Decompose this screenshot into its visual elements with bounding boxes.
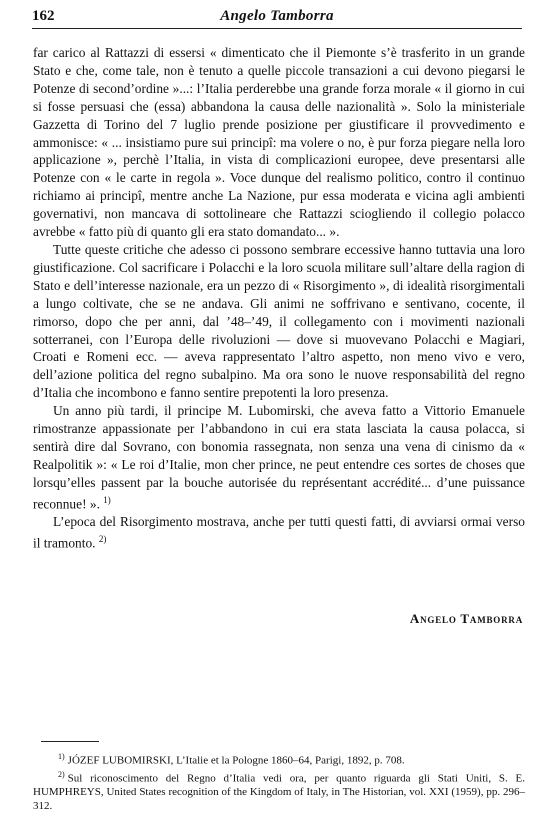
footnote-ref-1: 1)	[103, 494, 111, 505]
paragraph-1: far carico al Rattazzi di essersi « dimenticato che il Piemonte s’è trasferito in un grande Stato e che, come tale, non è tenuto a quelle piccole transazioni a cui devono piegarsi le Potenze di second’ordine »...: l’Italia perderebbe una grande forza morale « il giorno in cui si fosse persuasi che (essa) abbandona la causa delle nazionalità ». Solo la ministeriale Gazzetta di Torino del 7 luglio prende posizione per giustificare il provvedimento e ammonisce: « ... insistiamo pure sui principî: ma volere o no, è pur forza piegare nella loro applicazione », perchè l’Italia, in vista di complicazioni europee, deve presentarsi alle Potenze con « le carte in regola ». Voce dunque del realismo politico, contro il continuo richiamo ai principî, mentre anche La Nazione, pur essa moderata e vicina agli ambienti governativi, non mancava di sottolineare che Rattazzi sciogliendo il collegio polacco avrebbe « fatto più di quanto gli era stato domandato... ».	[33, 45, 525, 240]
footnote-text: JÓZEF LUBOMIRSKI, L’Italie et la Pologne 1860–64, Parigi, 1892, p. 708.	[67, 754, 405, 767]
page-number: 162	[32, 8, 55, 24]
footnote-text: Sul riconoscimento del Regno d’Italia vedi ora, per quanto riguarda gli Stati Uniti, S. E. HUMPHREYS, United States recognition of the Kingdom of Italy, in The Historian, vol. XXI (1959), pp. 296–312.	[33, 772, 525, 813]
page-header	[32, 6, 522, 29]
paragraph-4-text: L’epoca del Risorgimento mostrava, anche per tutti questi fatti, di avviarsi ormai verso il tramonto.	[33, 514, 525, 551]
paragraph-4	[33, 513, 525, 552]
footnotes	[33, 750, 525, 813]
paragraph-3	[33, 402, 525, 513]
footnote-1	[33, 750, 525, 768]
running-head: Angelo Tamborra	[220, 8, 334, 24]
footnote-number: 1)	[58, 752, 65, 761]
author-signature: Angelo Tamborra	[409, 611, 523, 626]
footnote-number: 2)	[58, 769, 65, 779]
paragraph-3-text: Un anno più tardi, il principe M. Lubomirski, che aveva fatto a Vittorio Emanuele rimostranze appassionate per l’abbandono in cui era stata lasciata la causa polacca, si sentirà dire dal Sovrano, con bonomia rassegnata, non senza una vena di cinismo da « Realpolitik »: « Le roi d’Italie, mon cher prince, ne peut entendre ces sortes de choses que lorsqu’elles passent par la bouche autorisée du représentant accrédité... d’une puissance reconnue! ».	[33, 403, 525, 512]
body-text	[33, 44, 525, 552]
footnote-2	[33, 768, 525, 814]
footnote-ref-2: 2)	[98, 533, 107, 544]
footnote-divider	[41, 741, 99, 742]
paragraph-2: Tutte queste critiche che adesso ci possono sembrare eccessive hanno tuttavia una loro giustificazione. Col sacrificare i Polacchi e la loro scuola militare sull’altare della ragion di Stato e dell’interesse nazionale, era un pezzo di « Risorgimento », di idealità risorgimentali a lungo coltivate, che se ne andava. Gli animi ne soffrivano e sentivano, cocente, il rimorso, dopo che per anni, dal ’48–’49, il collegamento con i movimenti nazionali sotterranei, con l’Europa delle rivoluzioni — dove si muovevano Polacchi e Magiari, Croati e Romeni ecc. — aveva rappresentato l’altro aspetto, non meno vivo e vero, dell’azione politica del regno subalpino. Ma ora sono le nuove responsabilità del regno d’Italia che incombono e fanno sentire prepotenti la loro presenza.	[33, 241, 525, 401]
